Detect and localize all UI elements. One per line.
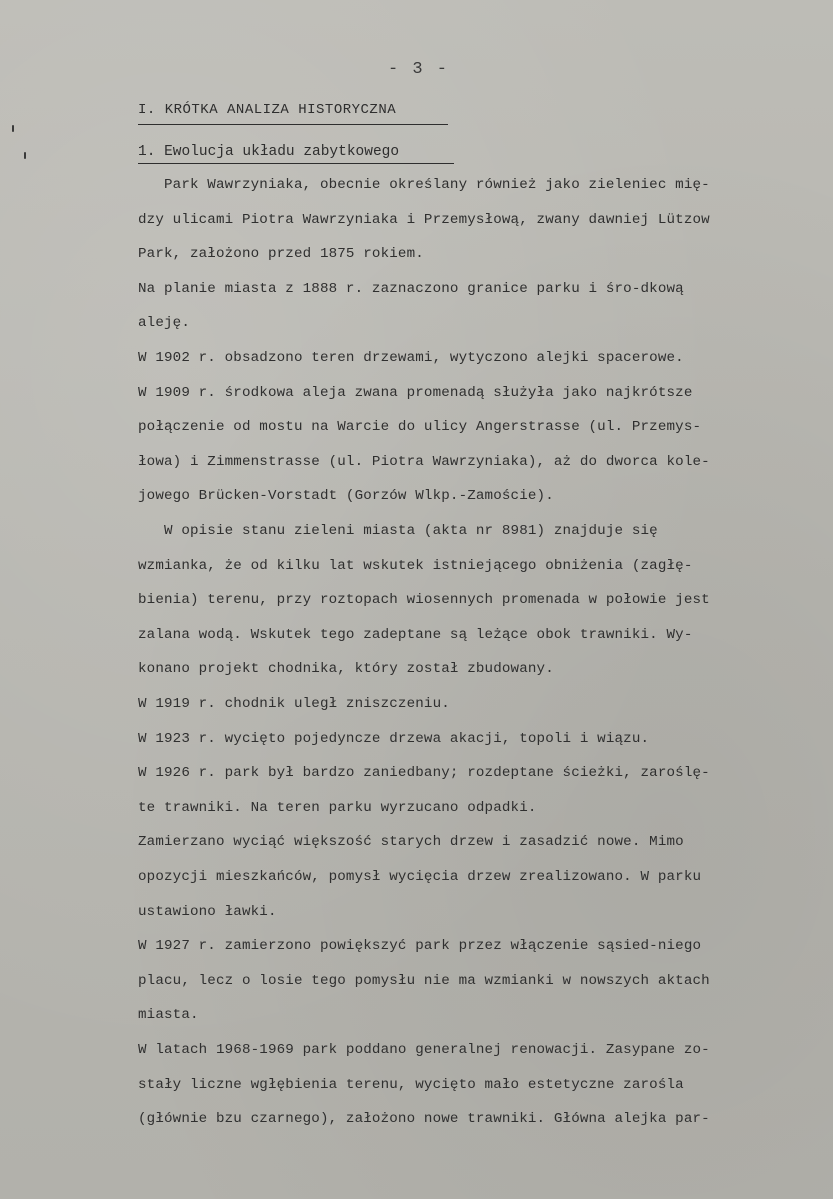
text-line: bienia) terenu, przy roztopach wiosennych promenada w połowie jest <box>138 592 710 609</box>
text-line: opozycji mieszkańców, pomysł wycięcia drzew zrealizowano. W parku <box>138 869 702 885</box>
text-line: stały liczne wgłębienia terenu, wycięto mało estetyczne zarośla <box>138 1076 684 1093</box>
text-line: W 1927 r. zamierzono powiększyć park przez włączenie sąsied-niego <box>138 938 702 955</box>
text-line: jowego Brücken-Vorstadt (Gorzów Wlkp.-Zamoście). <box>138 488 554 505</box>
text-line: Na planie miasta z 1888 r. zaznaczono granice parku i śro-dkową <box>138 280 684 297</box>
text-line: miasta. <box>138 1007 199 1024</box>
text-line: aleję. <box>138 315 190 332</box>
text-line: zalana wodą. Wskutek tego zadeptane są leżące obok trawniki. Wy- <box>138 626 693 643</box>
text-line: łowa) i Zimmenstrasse (ul. Piotra Wawrzyniaka), aż do dworca kole- <box>138 453 710 470</box>
text-line: W 1919 r. chodnik uległ zniszczeniu. <box>138 696 450 712</box>
subsection-title: 1. Ewolucja układu zabytkowego <box>138 144 400 160</box>
text-line: konano projekt chodnika, który został zbudowany. <box>138 661 554 678</box>
text-line: Zamierzano wyciąć większość starych drzew i zasadzić nowe. Mimo <box>138 834 684 851</box>
section-title-underline <box>138 124 448 125</box>
page-number: - 3 - <box>388 60 450 79</box>
text-line: te trawniki. Na teren parku wyrzucano odpadki. <box>138 799 537 816</box>
text-line: W 1926 r. park był bardzo zaniedbany; rozdeptane ścieżki, zaroślę- <box>138 765 710 782</box>
text-line: ustawiono ławki. <box>138 903 277 920</box>
text-line: połączenie od mostu na Warcie do ulicy Angerstrasse (ul. Przemys- <box>138 419 702 436</box>
text-line: (głównie bzu czarnego), założono nowe trawniki. Główna alejka par- <box>138 1111 710 1128</box>
subsection-title-underline <box>138 163 454 164</box>
text-line: W 1923 r. wycięto pojedyncze drzewa akacji, topoli i wiązu. <box>138 730 650 747</box>
text-line: Park, założono przed 1875 rokiem. <box>138 246 424 263</box>
text-line: wzmianka, że od kilku lat wskutek istniejącego obniżenia (zagłę- <box>138 557 693 574</box>
section-title: I. KRÓTKA ANALIZA HISTORYCZNA <box>138 102 397 118</box>
text-line: W opisie stanu zieleni miasta (akta nr 8981) znajduje się <box>138 523 658 539</box>
margin-mark <box>24 152 26 159</box>
text-line: W 1909 r. środkowa aleja zwana promenadą służyła jako najkrótsze <box>138 384 693 401</box>
margin-mark <box>12 125 14 132</box>
text-line: W 1902 r. obsadzono teren drzewami, wytyczono alejki spacerowe. <box>138 350 684 366</box>
text-line: dzy ulicami Piotra Wawrzyniaka i Przemysłową, zwany dawniej Lützow <box>138 211 710 228</box>
text-line: placu, lecz o losie tego pomysłu nie ma wzmianki w nowszych aktach <box>138 972 710 989</box>
text-line: Park Wawrzyniaka, obecnie określany również jako zieleniec mię- <box>138 177 710 193</box>
text-line: W latach 1968-1969 park poddano generalnej renowacji. Zasypane zo- <box>138 1042 710 1058</box>
